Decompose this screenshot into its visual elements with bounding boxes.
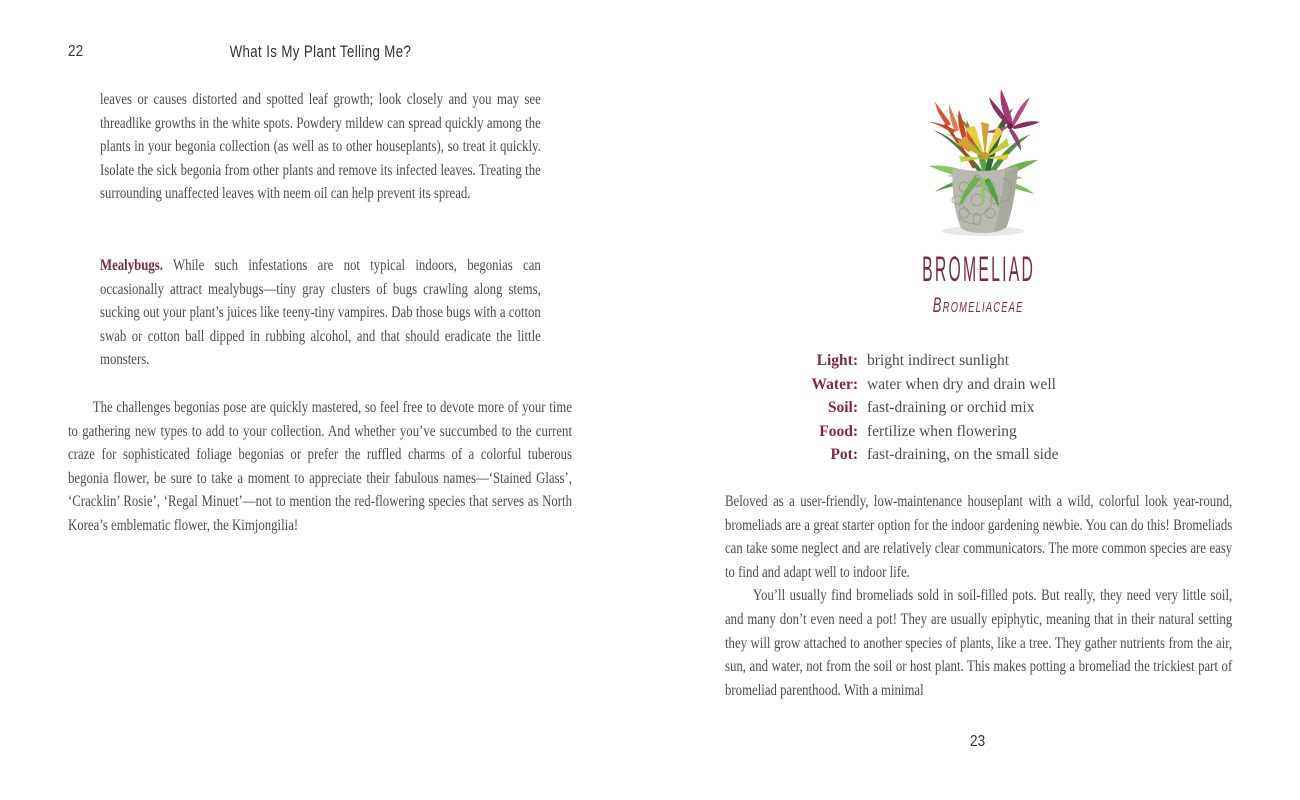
paragraph-powdery-mildew: leaves or causes distorted and spotted leaf growth; look closely and you may see threadlike growths in the white spots. Powdery mildew can spread quickly among the plants in your begonia collection (as well as to other houseplants), so treat it quickly. Isolate the sick begonia from other plants and remove its infected leaves. Treating the surrounding unaffected leaves with neem oil can help prevent its spread. (100, 91, 541, 203)
care-row (725, 420, 1232, 444)
care-value: fast-draining or orchid mix (867, 399, 1035, 416)
care-label: Soil: (827, 399, 858, 416)
plant-family-row (725, 294, 1232, 318)
left-page-number: 22 (68, 43, 84, 60)
paragraph-mealybugs (100, 254, 541, 372)
bromeliad-illustration-svg (897, 80, 1067, 240)
mealybugs-text: While such infestations are not typical indoors, begonias can occasionally attract mealybugs—tiny gray clusters of bugs crawling along stems, sucking out your plant’s juices like teeny-tiny vampires. Dab those bugs with a cotton swab or cotton ball dipped in rubbing alcohol, and that should eradicate the little monsters. (100, 257, 541, 369)
care-value: bright indirect sunlight (867, 352, 1010, 369)
paragraph-intro: Beloved as a user-friendly, low-maintenance houseplant with a wild, colorful look year-round, bromeliads are a great starter option for the indoor gardening newbie. You can do this! Bromeliads can take some neglect and are relatively clear communicators. The more common species are easy to find and adapt well to indoor life. (725, 493, 1233, 581)
plant-family: Bromeliaceae (933, 294, 1024, 317)
paragraph-closing: The challenges begonias pose are quickly mastered, so feel free to devote more of your time to gathering new types to add to your collection. And whether you’ve succumbed to the current craze for sophisticated foliage begonias or prefer the ruffled charms of a colorful tuberous begonia flower, be sure to take a moment to appreciate their fabulous names—‘Stained Glass’, ‘Cracklin’ Rosie’, ‘Regal Minuet’—not to mention the red-flowering species that serves as North Korea’s emblematic flower, the Kimjongilia! (68, 399, 573, 534)
plant-title-row (725, 252, 1232, 288)
care-row (725, 443, 1232, 467)
running-header: What Is My Plant Telling Me? (229, 42, 411, 61)
care-list (725, 349, 1232, 467)
right-page-number: 23 (969, 733, 985, 750)
care-row (725, 349, 1232, 373)
care-label: Light: (816, 352, 858, 369)
care-value: fast-draining, on the small side (867, 446, 1059, 463)
right-page-body (725, 490, 1232, 702)
running-header-row (68, 42, 572, 62)
right-page-number-row (725, 733, 1232, 751)
care-label: Food: (819, 422, 858, 440)
care-row (725, 396, 1232, 420)
care-row (725, 373, 1232, 397)
plant-title: BROMELIAD (921, 250, 1036, 289)
care-value: water when dry and drain well (867, 375, 1056, 393)
mealybugs-label: Mealybugs. (100, 257, 163, 274)
paragraph-potting: You’ll usually find bromeliads sold in soil-filled pots. But really, they need very little soil, and many don’t even need a pot! They are usually epiphytic, meaning that in their natural setting they will grow attached to another species of plants, like a tree. They gather nutrients from the air, sun, and water, not from the soil or host plant. This makes potting a bromeliad the trickiest part of bromeliad parenthood. With a minimal (725, 587, 1233, 699)
bromeliad-illustration (897, 80, 1067, 240)
care-label: Pot: (830, 446, 858, 463)
care-value: fertilize when flowering (867, 422, 1017, 440)
care-label: Water: (811, 375, 858, 393)
